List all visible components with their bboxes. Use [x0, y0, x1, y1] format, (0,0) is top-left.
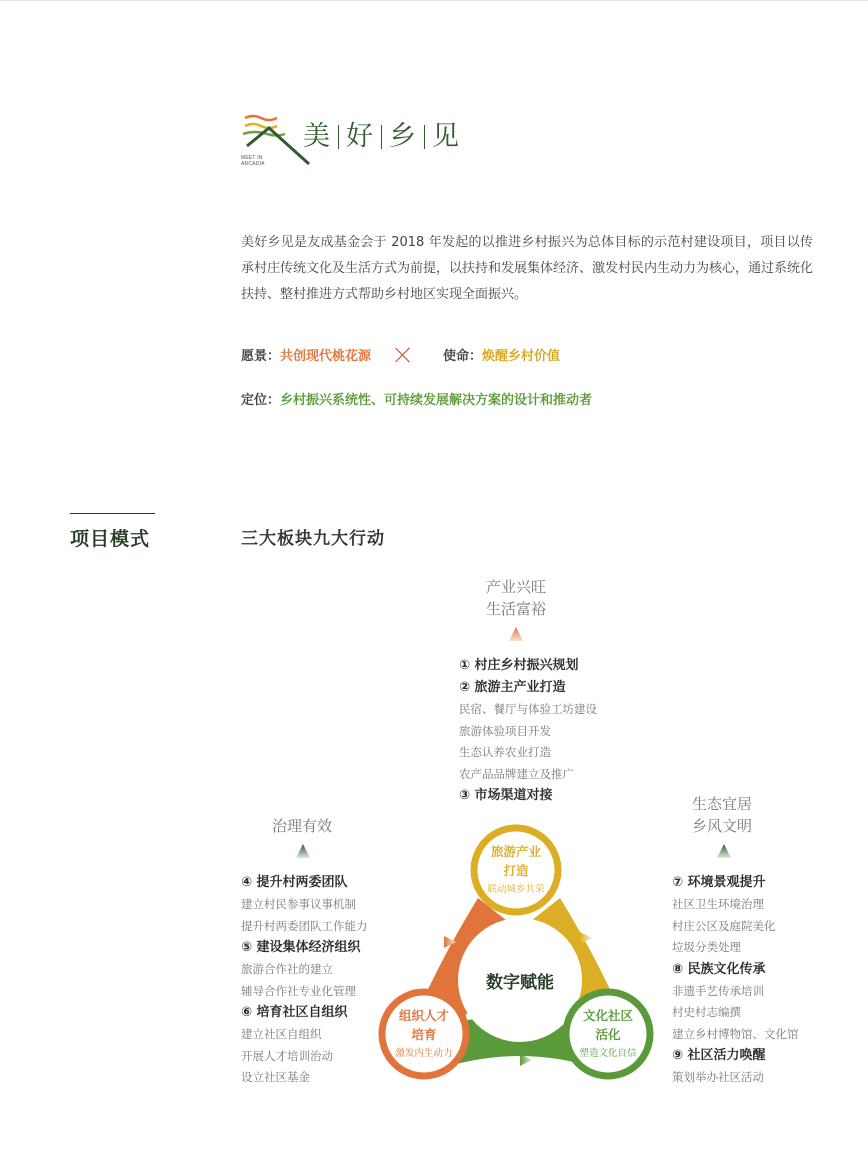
- logo-char: 乡: [389, 121, 417, 152]
- action-item: ② 旅游主产业打造: [459, 680, 566, 695]
- action-item: ① 村庄乡村振兴规划: [459, 658, 579, 673]
- right-heading: [672, 793, 772, 837]
- action-subitem: 农产品品牌建立及推广: [459, 766, 574, 781]
- node-right-title: 活化: [595, 1027, 621, 1042]
- positioning-row: [241, 389, 592, 408]
- up-arrow-icon: [295, 843, 311, 859]
- logo-title: [303, 120, 460, 154]
- vision-label: 愿景：: [241, 349, 281, 364]
- right-action-list: [672, 872, 799, 1089]
- center-label: 数字赋能: [486, 973, 554, 993]
- action-subitem: 策划举办社区活动: [672, 1070, 764, 1084]
- node-top-title: 旅游产业: [490, 844, 542, 859]
- action-subitem: 民宿、餐厅与体验工坊建设: [459, 702, 597, 716]
- section-subtitle: 三大板块九大行动: [241, 529, 385, 549]
- logo-separator: [381, 125, 382, 149]
- top-heading-line: 生活富裕: [485, 600, 546, 618]
- logo: [241, 112, 481, 172]
- node-left-sub: 激发内生动力: [395, 1048, 453, 1059]
- right-heading-line: 乡风文明: [691, 817, 752, 835]
- action-subitem: 生态认养农业打造: [459, 745, 551, 759]
- top-heading-line: 产业兴旺: [485, 578, 546, 596]
- action-item: ⑨ 社区活力唤醒: [672, 1048, 766, 1063]
- action-item: ⑥ 培育社区自组织: [241, 1005, 348, 1020]
- action-item: ④ 提升村两委团队: [241, 875, 348, 890]
- node-top-sub: 联动城乡共荣: [487, 884, 545, 895]
- action-subitem: 建立社区自组织: [241, 1027, 322, 1041]
- left-heading-line: 治理有效: [271, 817, 332, 835]
- logo-char: 见: [432, 121, 460, 152]
- logo-subtitle: MEET IN ARCADIA: [241, 155, 265, 167]
- top-heading: [466, 576, 566, 620]
- right-heading-line: 生态宜居: [691, 795, 752, 813]
- logo-char: 美: [303, 121, 331, 152]
- action-subitem: 社区卫生环境治理: [672, 897, 764, 911]
- three-pillars-diagram: [360, 820, 680, 1090]
- top-action-list: [459, 655, 597, 807]
- node-right-title: 文化社区: [582, 1008, 634, 1023]
- action-subitem: 建立乡村博物馆、文化馆: [672, 1026, 799, 1041]
- action-subitem: 建立村民参事议事机制: [241, 897, 356, 911]
- action-subitem: 旅游体验项目开发: [459, 723, 551, 738]
- mission-value: 焕醒乡村价值: [482, 349, 561, 364]
- positioning-label: 定位：: [241, 393, 281, 408]
- vision-mission-row: [241, 345, 560, 364]
- positioning-value: 乡村振兴系统性、可持续发展解决方案的设计和推动者: [280, 393, 593, 408]
- action-item: ⑧ 民族文化传承: [672, 961, 766, 977]
- logo-char: 好: [346, 121, 374, 152]
- node-top-title: 打造: [503, 863, 529, 878]
- action-item: ⑦ 环境景观提升: [672, 875, 766, 890]
- action-subitem: 辅导合作社专业化管理: [241, 983, 356, 998]
- node-left-title: 组织人才: [398, 1008, 450, 1023]
- section-rule: [70, 513, 155, 514]
- node-right-sub: 塑造文化自信: [579, 1048, 637, 1059]
- logo-separator: [338, 125, 339, 149]
- left-heading: [252, 815, 352, 837]
- cross-icon: [395, 347, 411, 363]
- mission-label: 使命：: [443, 349, 483, 364]
- action-subitem: 旅游合作社的建立: [241, 962, 333, 976]
- up-arrow-icon: [716, 843, 732, 859]
- vision-value: 共创现代桃花源: [280, 349, 372, 364]
- action-subitem: 垃圾分类处理: [672, 940, 741, 954]
- action-subitem: 提升村两委团队工作能力: [241, 918, 368, 933]
- action-subitem: 开展人才培训治动: [241, 1048, 333, 1063]
- left-action-list: [241, 872, 368, 1089]
- section-title: 项目模式: [70, 528, 151, 550]
- intro-paragraph: 美好乡见是友成基金会于 2018 年发起的以推进乡村振兴为总体目标的示范村建设项目，项目以传承村庄传统文化及生活方式为前提，以扶持和发展集体经济、激发村民内生动力为核心，通过系统化扶持、整村推进方式帮助乡村地区实现全面振兴。: [241, 235, 814, 302]
- action-subitem: 村庄公区及庭院美化: [672, 918, 776, 933]
- up-arrow-icon: [508, 626, 524, 642]
- action-subitem: 村史村志编撰: [672, 1005, 741, 1019]
- action-item: ③ 市场渠道对接: [459, 788, 553, 803]
- action-subitem: 非遗手艺传承培训: [672, 983, 764, 998]
- arrow-icon: [580, 932, 592, 944]
- action-item: ⑤ 建设集体经济组织: [241, 940, 361, 955]
- node-left-title: 培育: [411, 1027, 437, 1042]
- logo-separator: [424, 125, 425, 149]
- top-divider: [0, 0, 868, 1]
- action-subitem: 设立社区基金: [241, 1070, 310, 1084]
